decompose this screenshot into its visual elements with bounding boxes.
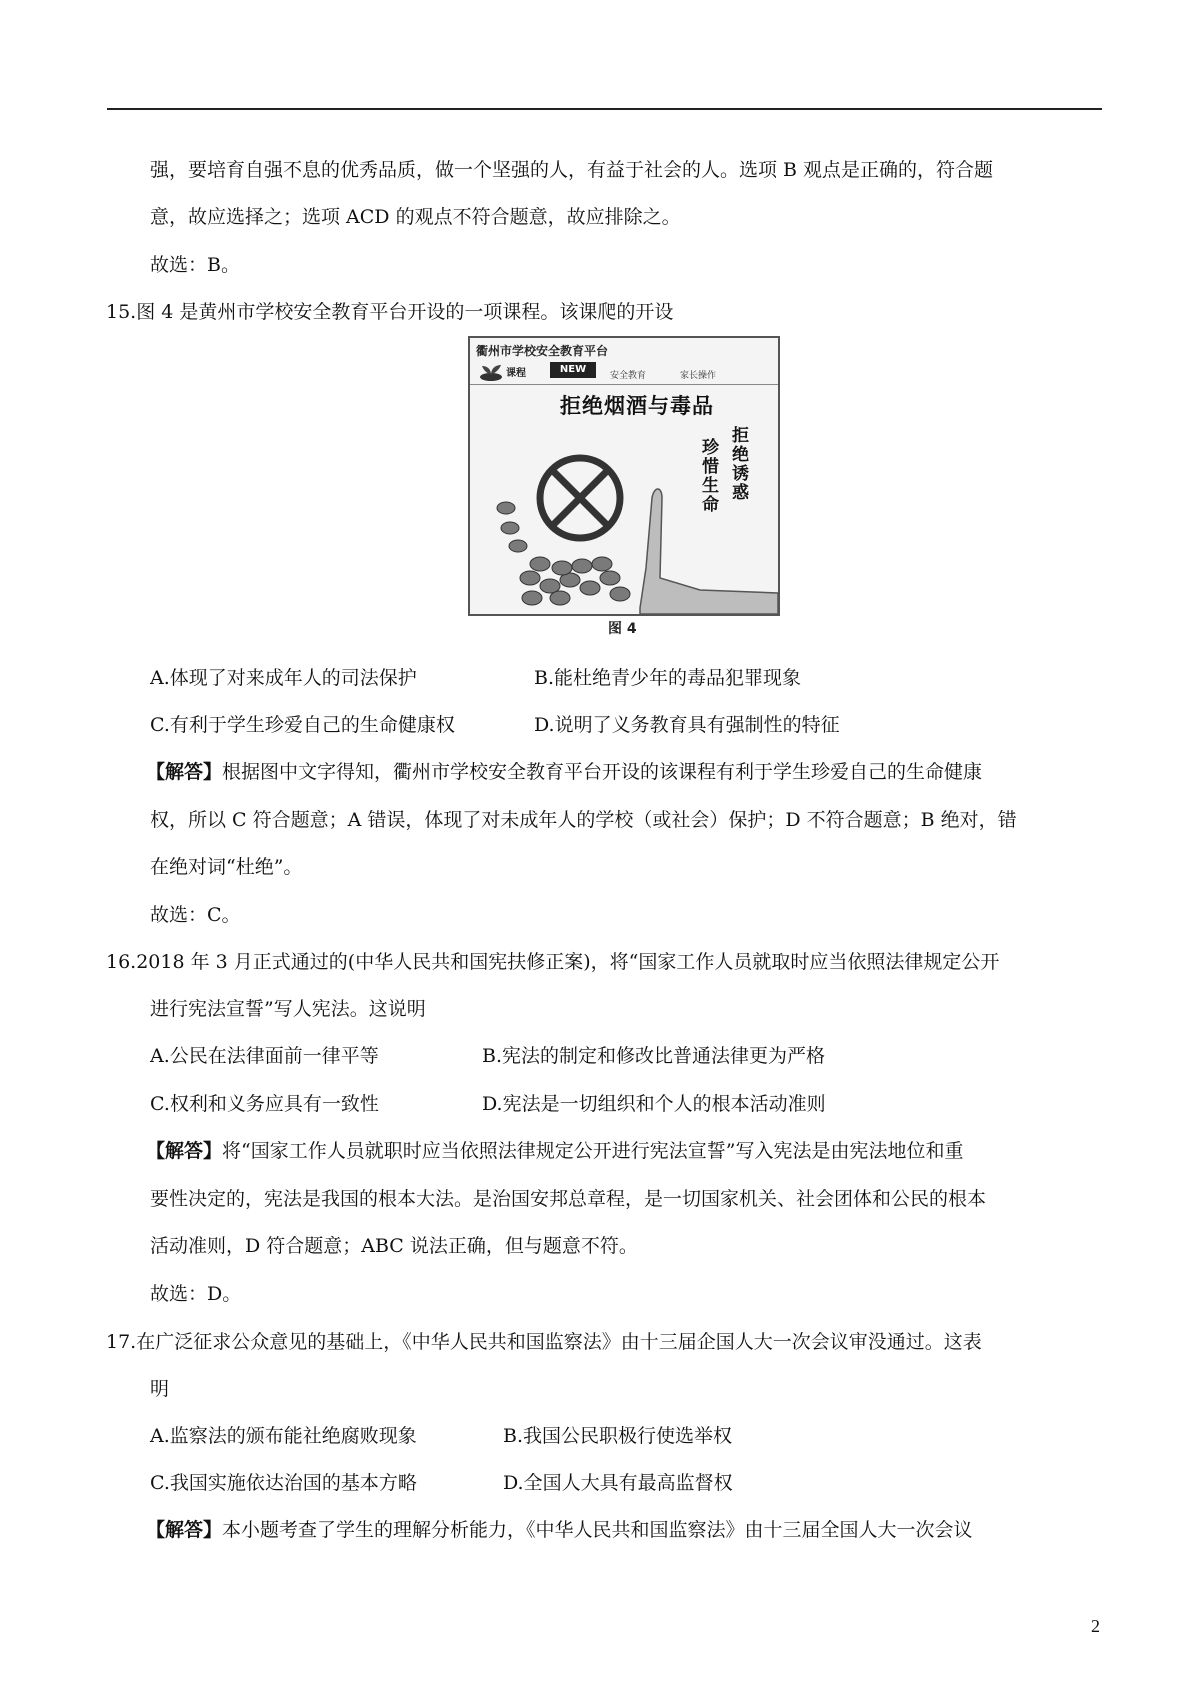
- q17-answer-line-1: [146, 1518, 973, 1542]
- q15-answer-line-3: 在绝对词“杜绝”。: [150, 856, 303, 878]
- answer-label: 【解答】: [146, 1140, 223, 1162]
- q17-option-c: C.我国实施依达治国的基本方略: [150, 1472, 417, 1494]
- q16-option-d: D.宪法是一切组织和个人的根本活动准则: [482, 1093, 826, 1115]
- q17-option-d: D.全国人大具有最高监督权: [503, 1472, 733, 1494]
- q16-option-c: C.权利和义务应具有一致性: [150, 1093, 379, 1115]
- header-rule: [107, 108, 1102, 110]
- figure-header: 衢州市学校安全教育平台: [476, 344, 609, 358]
- figure-4: [468, 336, 780, 648]
- answer-text: 本小题考查了学生的理解分析能力，《中华人民共和国监察法》由十三届全国人大一次会议: [222, 1519, 973, 1541]
- q16-answer-line-3: 活动准则，D 符合题意；ABC 说法正确，但与题意不符。: [150, 1235, 638, 1257]
- q16-answer-line-2: 要性决定的，宪法是我国的根本大法。是治国安邦总章程，是一切国家机关、社会团体和公民的根本: [150, 1188, 987, 1210]
- q17-option-a: A.监察法的颁布能社绝腐败现象: [150, 1425, 417, 1447]
- q17-stem-line-2: 明: [150, 1378, 170, 1400]
- intro-line-2: 意，故应选择之；选项 ACD 的观点不符合题意，故应排除之。: [150, 206, 681, 228]
- q15-option-a: A.体现了对来成年人的司法保护: [150, 667, 417, 689]
- q16-option-a: A.公民在法律面前一律平等: [150, 1045, 379, 1067]
- answer-text: 将“国家工作人员就职时应当依照法律规定公开进行宪法宣誓”写入宪法是由宪法地位和重: [222, 1140, 964, 1162]
- q16-option-b: B.宪法的制定和修改比普通法律更为严格: [482, 1045, 826, 1067]
- no-drugs-illustration: [470, 428, 778, 614]
- intro-choice: 故选：B。: [150, 254, 240, 276]
- q17-option-b: B.我国公民职极行使选举权: [503, 1425, 733, 1447]
- q15-choice: 故选：C。: [150, 904, 241, 926]
- q15-answer-line-2: 权，所以 C 符合题意；A 错误，体现了对未成年人的学校（或社会）保护；D 不符合题意；B 绝对，错: [150, 809, 1017, 831]
- q15-stem: 15.图 4 是黄州市学校安全教育平台开设的一项课程。该课爬的开设: [106, 301, 674, 323]
- q16-stem-line-2: 进行宪法宣誓”写人宪法。这说明: [150, 998, 426, 1020]
- figure-frame: [468, 336, 780, 616]
- answer-label: 【解答】: [146, 761, 223, 783]
- figure-new-badge: NEW: [550, 362, 596, 378]
- q16-choice: 故选：D。: [150, 1283, 242, 1305]
- q15-option-b: B.能杜绝青少年的毒品犯罪现象: [534, 667, 802, 689]
- figure-vertical-text-1: 拒绝诱惑: [728, 426, 748, 502]
- page-number: 2: [1091, 1616, 1100, 1636]
- figure-vertical-text-2: 珍惜生命: [698, 438, 718, 514]
- figure-tab-parents: 家长操作: [680, 371, 717, 381]
- figure-tab-safety: 安全教育: [610, 371, 647, 381]
- q15-answer-line-1: [146, 760, 982, 784]
- q15-option-c: C.有利于学生珍爱自己的生命健康权: [150, 714, 455, 736]
- sprout-logo-icon: [478, 360, 504, 382]
- answer-text: 根据图中文字得知，衢州市学校安全教育平台开设的该课程有利于学生珍爱自己的生命健康: [222, 761, 983, 783]
- answer-label: 【解答】: [146, 1519, 223, 1541]
- q15-option-d: D.说明了义务教育具有强制性的特征: [534, 714, 840, 736]
- figure-divider: [470, 384, 778, 385]
- q16-stem-line-1: 16.2018 年 3 月正式通过的(中华人民共和国宪扶修正案)，将“国家工作人员就取时应当依照法律规定公开: [106, 951, 1000, 973]
- q16-answer-line-1: [146, 1139, 963, 1163]
- intro-line-1: 强，要培育自强不息的优秀品质，做一个坚强的人，有益于社会的人。选项 B 观点是正确的，符合题: [150, 159, 994, 181]
- q17-stem-line-1: 17.在广泛征求公众意见的基础上，《中华人民共和国监察法》由十三届企国人大一次会议审没通过。这表: [106, 1331, 982, 1353]
- figure-caption: 图 4: [608, 621, 637, 637]
- figure-logo-text: 课程: [506, 368, 526, 379]
- figure-title: 拒绝烟酒与毒品: [560, 394, 714, 418]
